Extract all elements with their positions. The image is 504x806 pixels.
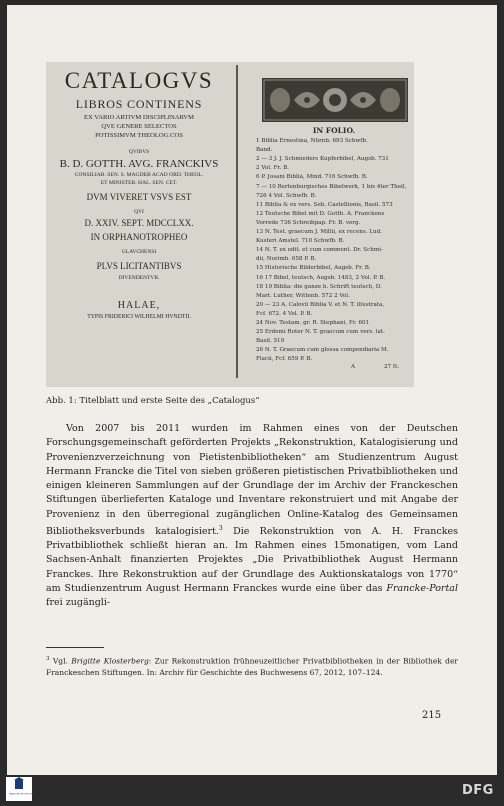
catalog-entry: 2 Vol. Fr. B.	[256, 165, 289, 172]
title-line9: ET MINISTER. HAL. SEN. CET.	[100, 180, 178, 186]
foundation-logo-text: FRANCKESCHE STIFTUNGEN	[9, 793, 37, 796]
catalog-entry: 13 N. Test. graecum J. Millii, ex recens. Lud.	[256, 229, 382, 235]
viewer-footer-bar	[0, 775, 504, 806]
title-line14: GLAVCHENSI	[121, 249, 157, 255]
francke-foundation-logo	[6, 777, 37, 801]
catalog-entry: 11 Biblia & ex vers. Seb. Castellionis, Basil. 573	[256, 201, 393, 208]
catalog-entry: 6 P. Josani Bibliá, Mind. 716 Schwfb. B.	[256, 174, 368, 181]
catalog-entry: 726 4 Vol. Schwfb. B.	[256, 192, 317, 199]
body-text-segment: Die Rekonstruktion von A. H. Franckes Privatbibliothek schließt hieran an. Im Rahmen eines 15monatigen, vom Land Sachsen-Anhalt finanzierten Projektes „Die Privatbibliothek August Hermann Franckes. Ihre Rekonstruktion auf der Grundlage des Auktionskatalogs von 1770“ am Studienzentrum August Hermann Franckes wurde eine über das	[46, 525, 459, 594]
catalog-entry: 15 Historische Bilderbibel, Augsb. Fr. B.	[256, 265, 371, 272]
catchword: 27 It.	[384, 364, 400, 370]
footnote-text: Vgl.	[49, 656, 72, 666]
footnote-reference: 3	[218, 524, 223, 532]
catalog-entry: 7 — 10 Berlenburgisches Bibelwerk, 1 bis 4ter Theil,	[256, 183, 407, 190]
title-line5: POTISSIMVM THEOLOG.COS	[95, 132, 183, 139]
catalog-entry: 18 19 Biblia: die ganze h. Schrift teutsch, D.	[256, 283, 382, 290]
figure-caption: Abb. 1: Titelblatt und erste Seite des „Catalogus“	[46, 396, 260, 406]
catalog-entry: Fcf. 672. 4 Vol. P. B.	[256, 310, 313, 317]
catalog-entry: 24 Nov. Testam. gr. R. Stephani, Fr. 601	[256, 320, 370, 326]
title-line13: IN ORPHANOTROPHEO	[90, 232, 188, 242]
catalog-entry: 14 N. T. ex edit. et cum comment. Dr. Schmi-	[256, 247, 383, 254]
catalog-entry: 20 — 23 A. Calovii Biblia V. et N. T. illustrata,	[256, 301, 385, 308]
ornament-headpiece-icon	[262, 78, 408, 122]
title-date: D. XXIV. SEPT. MDCCLXX.	[84, 218, 194, 228]
catalog-entry: Basil. 519	[256, 338, 285, 345]
body-text-segment: frei zugängli-	[46, 597, 111, 609]
dfg-logo: DFG	[462, 783, 494, 798]
footnote-author: Brigitte Klosterberg	[71, 656, 149, 666]
catalog-entry: 25 Erdemi Roter N. T. graecum cum vers. lat.	[256, 329, 385, 336]
catalog-entry: 16 17 Bibel, teutsch, Augsb. 1483, 2 Vol. P. B.	[256, 274, 386, 281]
catalog-entry: 1 Biblia Ernestina, Nürnb. 693 Schwfb.	[256, 138, 368, 144]
title-line3: EX VARIO ARTIVM DISCIPLINARVM	[83, 114, 195, 121]
title-page-image	[56, 68, 222, 373]
title-halae: HALAE,	[117, 300, 161, 311]
body-text	[46, 422, 458, 610]
page-gutter-divider	[236, 65, 238, 378]
catalog-entry: Vorrede 736 Schreibpap. Fr. B. verg.	[256, 219, 361, 226]
catalog-entry: Mart. Luther, Wittenb. 572 2 Vol.	[256, 292, 350, 299]
footnote-rule	[46, 647, 104, 648]
footnote	[46, 654, 458, 679]
foundation-emblem-icon	[6, 777, 32, 801]
page-number: 215	[422, 710, 442, 721]
francke-portal-name: Francke-Portal	[386, 582, 458, 594]
title-libros: LIBROS CONTINENS	[75, 97, 203, 111]
body-paragraph	[46, 422, 458, 610]
title-line10: DVM VIVERET VSVS EST	[86, 192, 192, 202]
title-line6: QVIBVS	[128, 149, 150, 155]
title-line15: PLVS LICITANTIBVS	[96, 261, 182, 271]
section-heading: IN FOLIO.	[312, 126, 356, 135]
catalog-entry: Kusteri Amstel. 710 Schwfb. B.	[256, 238, 345, 245]
title-catalogus: CATALOGVS	[64, 68, 214, 93]
catalog-entry: dii, Norimb. 658 P. B.	[256, 256, 317, 263]
signature-mark: A	[351, 364, 356, 370]
catalog-entry: 12 Teutsche Bibel mit D. Gotth. A. Franckens	[256, 210, 385, 217]
title-owner: B. D. GOTTH. AVG. FRANCKIVS	[59, 158, 219, 170]
footnote-text: : Zur Rekonstruktion frühneuzeitlicher Privatbibliotheken in der Bibliothek der Franckeschen Stiftungen. In: Archiv für Geschichte des Buchwesens 67, 2012, 107–124.	[46, 656, 458, 677]
title-printer: TYPIS FRIDERICI WILHELMI HVNDTII.	[87, 314, 191, 320]
footnote-number: 3	[46, 656, 50, 662]
catalog-entry: Band.	[256, 147, 273, 154]
catalog-entry: 2 — 3 J. J. Schmieders Kupferbibel, Augsb. 731	[256, 156, 389, 163]
body-text-segment: Von 2007 bis 2011 wurden im Rahmen eines von der Deutschen Forschungsgemeinschaft geförderten Projekts „Rekonstruktion, Katalogisierung und Provenienzverzeichnung von Pietistenbibliotheken“ am Studienzentrum August Hermann Francke die Titel von sieben größeren pietistischen Privatbibliotheken und einigen kleineren Sammlungen auf der Grundlage der im Archiv der Franckeschen Stiftungen überlieferten Kataloge und Inventare rekonstruiert und mit Angabe der Provenienz in den überregional zugänglichen Online-Katalog des Gemeinsamen Bibliotheksverbunds katalogisiert.	[46, 423, 458, 537]
catalog-entry: Flacii, Fcf. 659 P. B.	[256, 356, 313, 363]
catalog-entry: 26 N. T. Graecum cum glossa compendiaria M.	[256, 347, 389, 354]
title-line4: QVE GENERE SELECTOS	[101, 123, 177, 130]
title-line16: DIVENDENTVR.	[118, 275, 160, 281]
title-line8: CONSILIAR. SEN. S. MAGDEB ACAD ORD. THEOL.	[74, 172, 204, 178]
title-line11: QVI	[134, 209, 144, 215]
